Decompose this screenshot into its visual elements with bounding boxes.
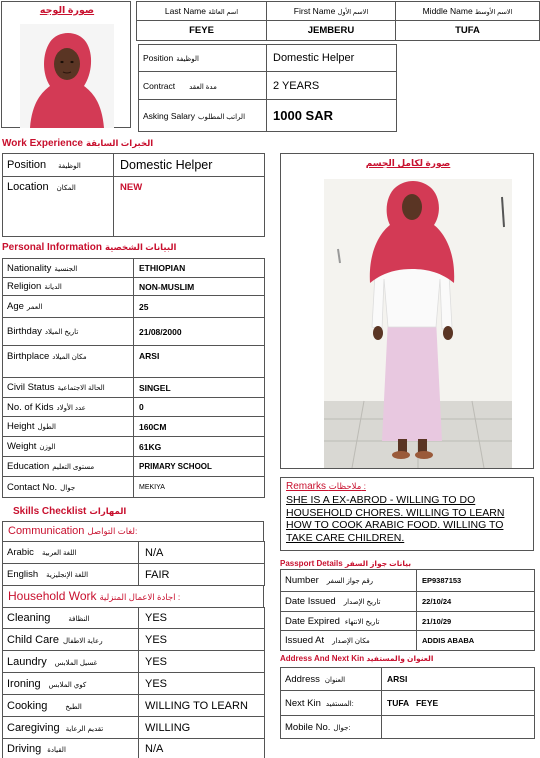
work-experience-table — [2, 153, 265, 237]
passport-row: Date Expired تاريخ الانتهاء 21/10/29 — [281, 612, 535, 631]
remarks-title: Remarks ملاحظات : — [286, 481, 366, 492]
full-body-photo-label: صورة لكامل الجسم — [365, 158, 451, 168]
household-row: Ironing كوي الملابس YES — [3, 673, 265, 695]
personal-row: Nationality الجنسية ETHIOPIAN — [3, 259, 265, 278]
household-header: Household Work اجادة الاعمال المنزلية : — [2, 586, 264, 607]
middle-name-header: Middle Name الاسم الأوسط — [396, 2, 540, 21]
face-photo-frame — [1, 1, 131, 128]
household-table — [2, 607, 265, 758]
full-body-photo — [324, 179, 512, 468]
contract-label: Contract مدة العقد — [139, 72, 267, 100]
address-row: Mobile No. جوال: — [281, 716, 535, 739]
face-photo — [20, 24, 114, 128]
position-label: Position الوظيفة — [139, 45, 267, 72]
personal-row: Age العمر 25 — [3, 296, 265, 318]
languages-table — [2, 541, 265, 586]
personal-row: Contact No. جوال MEKIYA — [3, 477, 265, 498]
personal-row: Birthday تاريخ الميلاد 21/08/2000 — [3, 318, 265, 346]
position-value: Domestic Helper — [267, 45, 397, 72]
salary-value: 1000 SAR — [267, 100, 397, 132]
household-row: Child Care رعاية الاطفال YES — [3, 629, 265, 651]
work-location-value: NEW — [114, 177, 265, 237]
personal-row: No. of Kids عدد الأولاد 0 — [3, 398, 265, 417]
personal-row: Weight الوزن 61KG — [3, 437, 265, 457]
salary-label: Asking Salary الراتب المطلوب — [139, 100, 267, 132]
household-row: Cooking الطبخ WILLING TO LEARN — [3, 695, 265, 717]
job-table — [138, 44, 397, 132]
personal-info-table — [2, 258, 265, 498]
language-row: English اللغة الإنجليزية FAIR — [3, 564, 265, 586]
last-name-header: Last Name اسم العائلة — [137, 2, 267, 21]
passport-title: Passport Details بيانات جواز السفر — [280, 559, 412, 568]
address-row: Next Kin المستفيد: TUFA FEYE — [281, 691, 535, 716]
work-location-label: Location المكان — [3, 177, 114, 237]
personal-info-title: Personal Information البيانات الشخصية — [2, 242, 177, 253]
language-row: Arabic اللغة العربية N/A — [3, 542, 265, 564]
work-position-label: Position الوظيفة — [3, 154, 114, 177]
household-row: Caregiving تقديم الرعاية WILLING — [3, 717, 265, 739]
full-body-photo-frame — [280, 153, 534, 469]
passport-row: Date Issued تاريخ الإصدار 22/10/24 — [281, 592, 535, 612]
household-row: Driving القيادة N/A — [3, 739, 265, 758]
work-position-value: Domestic Helper — [114, 154, 265, 177]
address-title: Address And Next Kin العنوان والمستفيد — [280, 654, 434, 663]
personal-row: Birthplace مكان الميلاد ARSI — [3, 346, 265, 378]
passport-row: Number رقم جواز السفر EP9387153 — [281, 570, 535, 592]
address-row: Address العنوان ARSI — [281, 668, 535, 691]
middle-name-value: TUFA — [396, 21, 540, 41]
passport-table — [280, 569, 535, 651]
communication-header: Communication لغات التواصل: — [2, 521, 264, 541]
last-name-value: FEYE — [137, 21, 267, 41]
contract-value: 2 YEARS — [267, 72, 397, 100]
personal-row: Height الطول 160CM — [3, 417, 265, 437]
passport-row: Issued At مكان الإصدار ADDIS ABABA — [281, 631, 535, 651]
first-name-value: JEMBERU — [267, 21, 396, 41]
household-row: Laundry غسيل الملابس YES — [3, 651, 265, 673]
remarks-text: SHE IS A EX-ABROD - WILLING TO DO HOUSEHOLD CHORES. WILLING TO LEARN HOW TO COOK ARABIC FOOD. WILLING TO TAKE CARE CHILDREN. — [286, 494, 505, 544]
skills-title: Skills Checklist المهارات — [13, 506, 127, 517]
work-experience-title: Work Experience الخبرات السابقة — [2, 138, 154, 149]
face-photo-label: صورة الوجه — [39, 5, 95, 16]
remarks-box — [280, 477, 534, 551]
personal-row: Education مستوى التعليم PRIMARY SCHOOL — [3, 457, 265, 477]
first-name-header: First Name الاسم الأول — [267, 2, 396, 21]
personal-row: Civil Status الحالة الاجتماعية SINGEL — [3, 378, 265, 398]
address-table — [280, 667, 535, 739]
name-table — [136, 1, 540, 41]
personal-row: Religion الديانة NON-MUSLIM — [3, 278, 265, 296]
household-row: Cleaning النظافة YES — [3, 608, 265, 629]
